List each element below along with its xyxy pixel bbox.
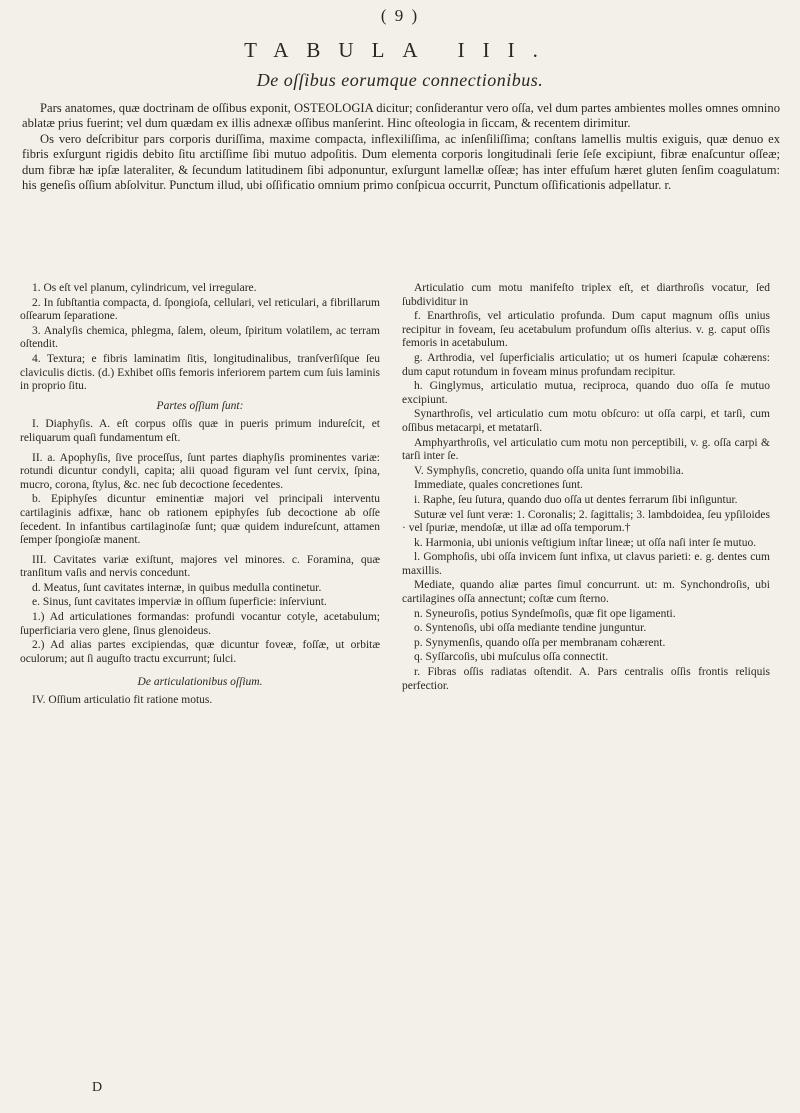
- list-item: l. Gomphoſis, ubi oſſa invicem ſunt infixa, ut clavus parieti: e. g. dentes cum maxillis.: [402, 551, 770, 577]
- list-item: g. Arthrodia, vel ſuperficialis articulatio; ut os humeri ſcapulæ cohærens: dum caput rotundum in foveam minus profundam recipitur.: [402, 351, 770, 378]
- intro-paragraph: Os vero deſcribitur pars corporis duriſſima, maxime compacta, inflexiliſſima, ac inſenſiliſſima; conſtans lamellis multis exiguis, quæ denuo ex fibris exſurgunt rigidis debito ſitu arctiſſime ſibi mutuo adpoſitis. Dum elementa corporis longitudinali ſerie ſeſe excipiunt, fibræ enaſcuntur oſſeæ; dum fibræ hæ ipſæ lateraliter, & ſecundum latitudinem ſibi adponuntur, exſurgunt lamellæ oſſeæ; has inter effuſum hæret gluten ſenſim coagulatum: his geneſis oſſium abſolvitur. Punctum illud, ubi oſſificatio omnium primo conſpicua occurrit, Punctum oſſificationis adpellatur. r.: [22, 131, 780, 193]
- signature-mark: D: [92, 1080, 103, 1095]
- intro-paragraph: Pars anatomes, quæ doctrinam de oſſibus exponit, OSTEOLOGIA dicitur; conſiderantur vero oſſa, vel dum partes ambientes molles omnes omnino ablatæ prius fuerint; vel dum quædam ex illis adnexæ oſſibus manſerint. Hinc oſteologia in ſiccam, & recentem dirimitur.: [22, 101, 780, 131]
- list-item: i. Raphe, ſeu ſutura, quando duo oſſa ut dentes ferrarum ſibi inſiguntur.: [414, 493, 738, 506]
- list-item: f. Enarthroſis, vel articulatio profunda. Dum caput magnum oſſis unius recipitur in foveam, ſeu acetabulum profundum oſſis alterius. v. g. caput oſſis femoris in acetabulum.: [402, 310, 770, 350]
- list-item: k. Harmonia, ubi unionis veſtigium inſtar lineæ; ut oſſa naſi inter ſe mutuo.: [414, 536, 757, 549]
- page-number: ( 9 ): [380, 6, 420, 25]
- list-item: 1. Os eſt vel planum, cylindricum, vel irregulare.: [32, 282, 257, 294]
- section-heading: De articulationibus oſſium.: [137, 676, 263, 689]
- list-item: e. Sinus, ſunt cavitates imperviæ in oſſium ſuperficie: inſerviunt.: [32, 596, 327, 609]
- list-item: Mediate, quando aliæ partes ſimul concurrunt. ut: m. Synchondroſis, ubi cartilagines oſſa annectunt; coſtæ cum ſterno.: [402, 579, 770, 606]
- list-item: 2.) Ad alias partes excipiendas, quæ dicuntur foveæ, foſſæ, ut orbitæ oculorum; aut ſi auguſto tractu excurrunt; ſulci.: [20, 639, 380, 665]
- left-column: [20, 282, 380, 709]
- chapter-subtitle: De oſſibus eorumque connectionibus.: [256, 70, 544, 90]
- intro-text: [22, 101, 780, 193]
- list-item: p. Synymenſis, quando oſſa per membranam cohærent.: [414, 636, 666, 649]
- list-item: IV. Oſſium articulatio fit ratione motus.: [32, 694, 213, 707]
- list-item: 1.) Ad articulationes formandas: profundi vocantur cotyle, acetabulum; ſuperficiaria vero glene, ſinus glenoideus.: [20, 611, 380, 637]
- list-item: 2. In ſubſtantia compacta, d. ſpongioſa, cellulari, vel reticulari, a fibrillarum oſſearum ſeparatione.: [20, 296, 380, 323]
- list-item: Amphyarthroſis, vel articulatio cum motu non perceptibili, v. g. oſſa carpi & tarſi inter ſe.: [402, 436, 770, 463]
- list-item: o. Syntenoſis, ubi oſſa mediante tendine junguntur.: [414, 622, 647, 635]
- list-item: 4. Textura; e fibris laminatim ſitis, longitudinalibus, tranſverſiſque ſeu claviculis dictis. (d.) Exhibet oſſis femoris inferiorem partem cum ſuis laminis in proprio ſitu.: [20, 352, 380, 393]
- list-item: n. Syneuroſis, potius Syndeſmoſis, quæ fit ope ligamenti.: [414, 607, 676, 620]
- list-item: q. Syſſarcoſis, ubi muſculus oſſa connectit.: [414, 651, 609, 664]
- list-item: h. Ginglymus, articulatio mutua, reciproca, quando duo oſſa ſe mutuo excipiunt.: [402, 380, 770, 406]
- list-item: r. Fibras oſſis radiatas oſtendit. A. Pars centralis oſſis frontis reliquis perfectior.: [402, 666, 770, 692]
- list-item: II. a. Apophyſis, ſive proceſſus, ſunt partes diaphyſis prominentes variæ: rotundi dicuntur condyli, capita; alii quoad figuram vel ſunt cervix, ſpina, mucro, corona, ſtylus, &c. nec ſub decoctione ſecedentes.: [20, 451, 380, 491]
- list-item: III. Cavitates variæ exiſtunt, majores vel minores. c. Foramina, quæ tranſitum vaſis and nervis concedunt.: [20, 553, 380, 580]
- list-item: d. Meatus, ſunt cavitates internæ, in quibus medulla continetur.: [32, 581, 322, 594]
- list-item: 3. Analyſis chemica, phlegma, ſalem, oleum, ſpiritum volatilem, ac terram oſtendit.: [20, 324, 380, 351]
- list-item: b. Epiphyſes dicuntur eminentiæ majori vel principali interventu cartilaginis adfixæ, hanc ob rationem epiphyſes ſub decoctione ab oſſe ſecedent. In infantibus cartilaginoſæ ſunt; quæ quidem indureſcunt, attamen ſemper ſpongioſæ manent.: [20, 493, 380, 547]
- list-item: Articulatio cum motu manifeſto triplex eſt, et diarthroſis vocatur, ſed ſubdividitur in: [402, 282, 770, 308]
- list-item: V. Symphyſis, concretio, quando oſſa unita ſunt immobilia.: [414, 464, 684, 477]
- list-item: Synarthroſis, vel articulatio cum motu obſcuro: ut oſſa carpi, et tarſi, cum oſſibus metacarpi, et metatarſi.: [402, 408, 770, 434]
- list-item: Suturæ vel ſunt veræ: 1. Coronalis; 2. ſagittalis; 3. lambdoidea, ſeu ypſiloides · vel ſpuriæ, mendoſæ, ut illæ ad oſſa temporum.†: [402, 508, 770, 535]
- plate-heading: TABULA III.: [244, 38, 556, 62]
- list-item: Immediate, quales concretiones ſunt.: [414, 479, 583, 492]
- right-column: [402, 282, 770, 694]
- section-heading: Partes oſſium ſunt:: [156, 399, 244, 412]
- list-item: I. Diaphyſis. A. eſt corpus oſſis quæ in pueris primum indureſcit, et reliquarum quaſi fundamentum eſt.: [20, 418, 380, 444]
